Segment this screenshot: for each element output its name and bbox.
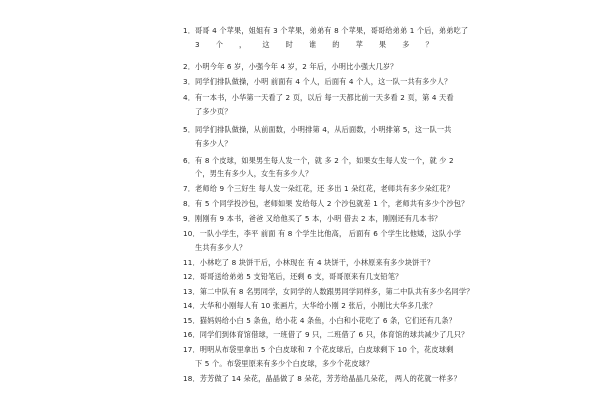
question-9-line-1: 9．刚刚有 9 本书，爸爸 又给他买了 5 本，小明 借去 2 本，刚刚还有几本书？ bbox=[183, 214, 442, 223]
question-1-word: ， bbox=[239, 40, 247, 49]
question-16-line-1: 16．同学们到体育馆借球，一班借了 9 只，二班借了 6 只，体育馆的球共减少了几只？ bbox=[183, 330, 469, 339]
question-3-line-1: 3．同学们排队做操，小明 前面有 4 个人，后面有 4 个人，这一队一共有多少人？ bbox=[183, 77, 452, 86]
question-1-line-1: 1．哥哥 4 个苹果，姐姐有 3 个苹果，弟弟有 8 个苹果，哥哥给弟弟 1 个后，弟弟吃了 bbox=[183, 26, 469, 35]
question-11-line-1: 11．小林吃了 8 块饼干后，小林现在 有 4 块饼干，小林原来有多少块饼干？ bbox=[183, 258, 435, 267]
question-8-line-1: 8．有 5 个同学投沙包，老师如果 发给每人 2 个沙包就差 1 个，老师共有多少个沙包？ bbox=[183, 199, 469, 208]
question-4-line-1: 4．有一本书，小华第一天看了 2 页，以后 每一天都比前一天多看 2 页，第 4 天看 bbox=[183, 93, 454, 102]
question-1-word: 3 bbox=[195, 40, 200, 49]
question-13-line-1: 13．第二中队有 8 名男同学，女同学的人数跟男同学同样多，第二中队共有多少名同学？ bbox=[183, 287, 474, 296]
question-10-line-1: 10．一队小学生，李平 前面 有 8 个学生比他高， 后面有 6 个学生比他矮，这队小学 bbox=[183, 229, 462, 238]
question-6-line-2: 个，男生有多少人，女生有多少人？ bbox=[195, 169, 313, 178]
question-18-line-1: 18．芳芳做了 14 朵花，晶晶做了 8 朵花，芳芳给晶晶几朵花， 两人的花就一样多？ bbox=[183, 374, 461, 383]
question-15-line-1: 15．猫妈妈给小白 5 条鱼，给小花 4 条鱼，小白和小花吃了 6 条，它们还有几条？ bbox=[183, 316, 457, 325]
question-5-line-1: 5．同学们排队做操，从前面数，小明排第 4，从后面数，小明排第 5，这一队一共 bbox=[183, 125, 452, 134]
question-14-line-1: 14．大华和小刚每人有 10 张画片，大华给小刚 2 张后，小刚比大华多几张？ bbox=[183, 301, 437, 310]
question-1-word: 时 bbox=[285, 40, 293, 49]
question-1-word: 谁 bbox=[308, 40, 317, 49]
question-5-line-2: 有多少人？ bbox=[195, 139, 232, 148]
question-12-line-1: 12．哥哥送给弟弟 5 支铅笔后，还剩 6 支，哥哥原来有几支铅笔？ bbox=[183, 272, 403, 281]
question-1-word: 个 bbox=[215, 40, 224, 49]
question-6-line-1: 6．有 8 个皮球，如果男生每人发一个，就 多 2 个，如果女生每人发一个，就 少 2 bbox=[183, 156, 454, 165]
question-1-word: ？ bbox=[425, 40, 433, 49]
question-17-line-2: 下 5 个。布袋里原来有多少个白皮球，多少个花皮球？ bbox=[195, 359, 374, 368]
question-1-line-2 bbox=[195, 40, 433, 49]
question-1-word: 多 bbox=[402, 40, 410, 49]
question-2-line-1: 2．小明今年 6 岁，小强今年 4 岁，2 年后，小明比小强大几岁？ bbox=[183, 62, 398, 71]
question-1-word: 果 bbox=[378, 40, 387, 49]
question-7-line-1: 7．老师给 9 个三好生 每人发一朵红花，还 多出 1 朵红花，老师共有多少朵红花？ bbox=[183, 184, 454, 193]
question-1-word: 苹 bbox=[355, 40, 363, 49]
question-17-line-1: 17．明明从布袋里拿出 5 个白皮球和 7 个花皮球后，白皮球剩下 10 个，花皮球剩 bbox=[183, 345, 454, 354]
question-4-line-2: 了多少页？ bbox=[195, 107, 232, 116]
question-1-word: 这 bbox=[262, 40, 270, 49]
question-10-line-2: 生共有多少人？ bbox=[195, 243, 247, 252]
question-1-word: 的 bbox=[332, 40, 340, 49]
